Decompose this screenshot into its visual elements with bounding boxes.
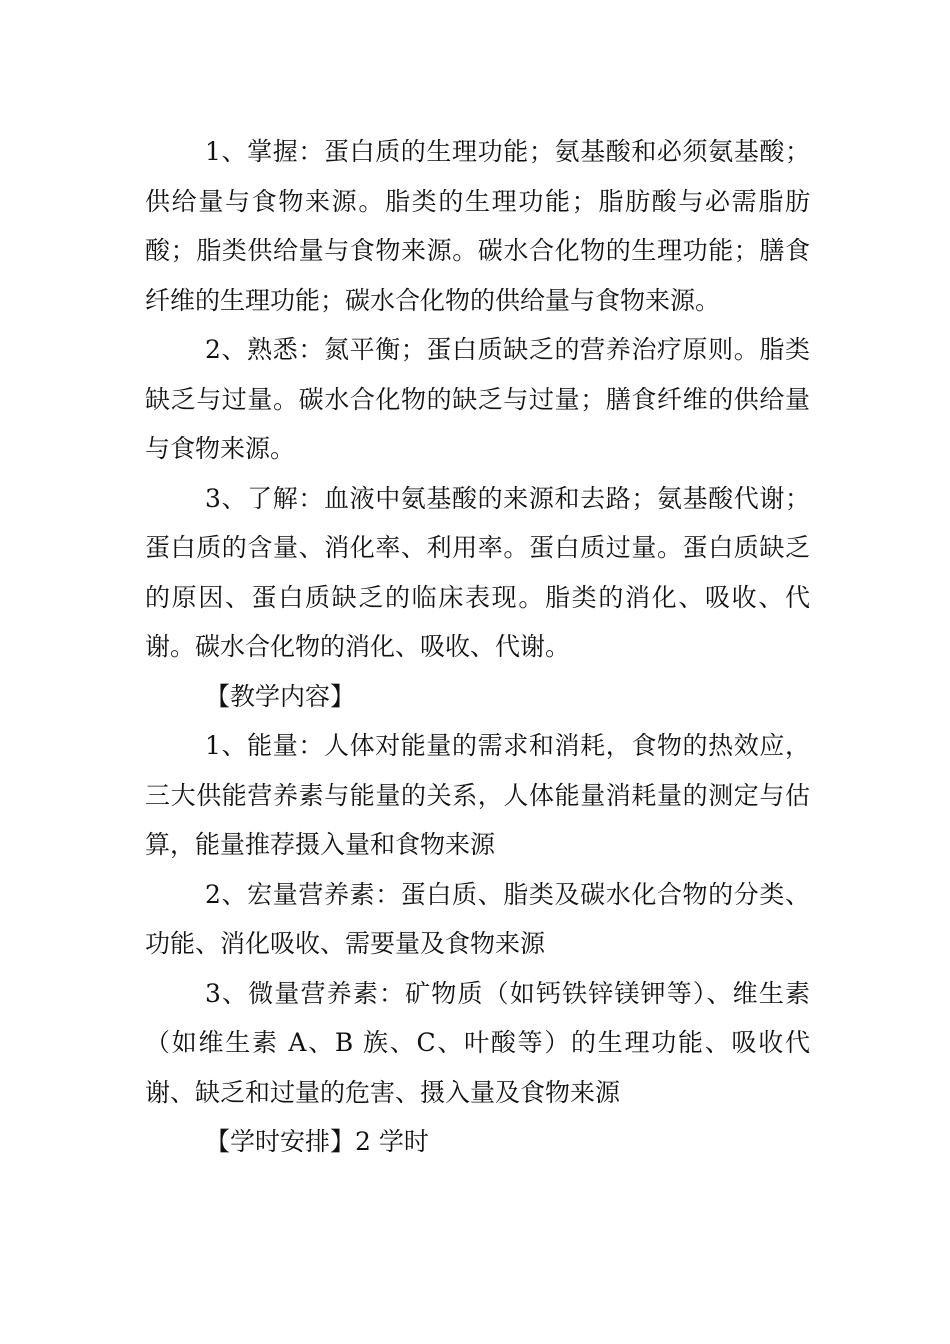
teaching-content-energy: 1、能量：人体对能量的需求和消耗，食物的热效应，三大供能营养素与能量的关系，人体能量消耗量的测定与估算，能量推荐摄入量和食物来源 [145,731,810,859]
schedule-line: 【学时安排】2 学时 [205,1127,429,1156]
teaching-content-micronutrients: 3、微量营养素：矿物质（如钙铁锌镁钾等）、维生素（如维生素 A、B 族、C、叶酸等）的生理功能、吸收代谢、缺乏和过量的危害、摄入量及食物来源 [145,978,810,1107]
objective-familiar: 2、熟悉：氮平衡；蛋白质缺乏的营养治疗原则。脂类缺乏与过量。碳水合化物的缺乏与过量；膳食纤维的供给量与食物来源。 [145,335,810,463]
teaching-content-macronutrients: 2、宏量营养素：蛋白质、脂类及碳水化合物的分类、功能、消化吸收、需要量及食物来源 [145,879,810,958]
teaching-content-heading: 【教学内容】 [205,681,356,711]
objective-understand: 3、了解：血液中氨基酸的来源和去路；氨基酸代谢；蛋白质的含量、消化率、利用率。蛋白质过量。蛋白质缺乏的原因、蛋白质缺乏的临床表现。脂类的消化、吸收、代谢。碳水合化物的消化、吸收、代谢。 [145,483,810,661]
objective-master: 1、掌握：蛋白质的生理功能；氨基酸和必须氨基酸；供给量与食物来源。脂类的生理功能；脂肪酸与必需脂肪酸；脂类供给量与食物来源。碳水合化物的生理功能；膳食纤维的生理功能；碳水合化物的供给量与食物来源。 [145,137,810,315]
document-body [145,127,810,1167]
